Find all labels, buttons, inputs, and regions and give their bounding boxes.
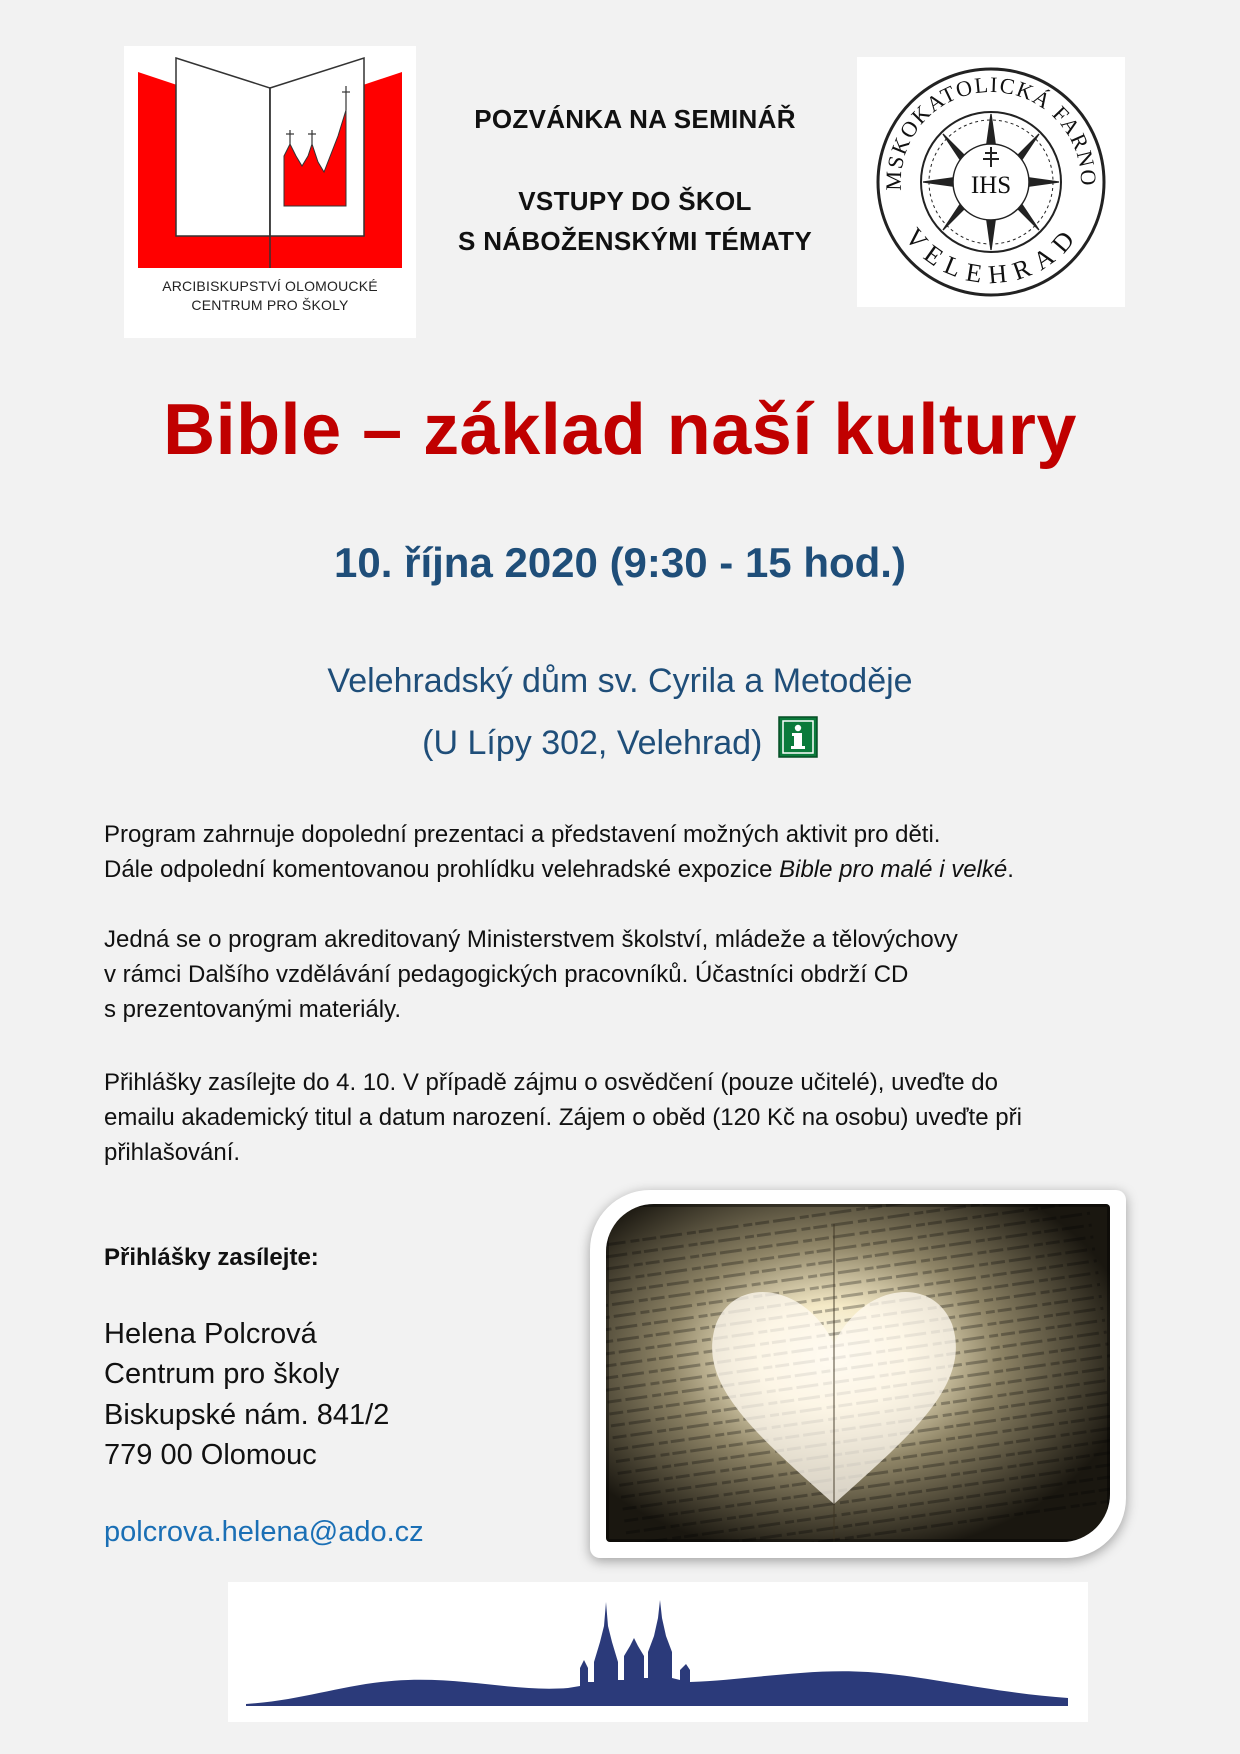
contact-street: Biskupské nám. 841/2 — [104, 1399, 390, 1431]
logo-caption-line2: CENTRUM PRO ŠKOLY — [191, 297, 349, 313]
open-book-church-icon — [124, 46, 416, 276]
olomouc-skyline-icon — [228, 1582, 1088, 1722]
venue-name: Velehradský dům sv. Cyrila a Metoděje — [327, 662, 913, 700]
program-line1: Program zahrnuje dopolední prezentaci a představení možných aktivit pro děti. — [104, 821, 941, 848]
parish-seal-icon — [857, 57, 1125, 307]
accreditation-line2: v rámci Dalšího vzdělávání pedagogických pracovníků. Účastníci obdrží CD — [104, 961, 909, 988]
registration-line3: přihlašování. — [104, 1139, 241, 1166]
contact-heading: Přihlášky zasílejte: — [104, 1244, 319, 1271]
seminar-subtitle-line2: S NÁBOŽENSKÝMI TÉMATY — [458, 226, 812, 256]
registration-line1: Přihlášky zasílejte do 4. 10. V případě zájmu o osvědčení (pouze učitelé), uveďte do — [104, 1069, 998, 1096]
footer-skyline — [228, 1582, 1088, 1722]
bible-heart-photo — [606, 1204, 1110, 1542]
accreditation-line1: Jedná se o program akreditovaný Ministerstvem školství, mládeže a tělovýchovy — [104, 926, 958, 953]
contact-email-link[interactable]: polcrova.helena@ado.cz — [104, 1516, 424, 1548]
program-line2-end: . — [1007, 856, 1014, 883]
exhibition-name: Bible pro malé i velké — [779, 856, 1008, 883]
seal-ring-bottom-text: VELEHRAD — [899, 222, 1083, 290]
page-title: Bible – základ naší kultury — [163, 390, 1077, 470]
registration-paragraph — [104, 1065, 1144, 1170]
registration-line2: emailu akademický titul a datum narození. Zájem o oběd (120 Kč na osobu) uveďte při — [104, 1104, 1022, 1131]
open-bible-image — [606, 1204, 1110, 1542]
contact-name: Helena Polcrová — [104, 1318, 317, 1350]
program-paragraph — [104, 817, 1144, 887]
venue-address: (U Lípy 302, Velehrad) — [422, 724, 763, 762]
seal-ring-top-text: MSKOKATOLICKÁ FARNO — [880, 71, 1102, 191]
accreditation-line3: s prezentovanými materiály. — [104, 996, 401, 1023]
program-line2-text: Dále odpolední komentovanou prohlídku velehradské expozice — [104, 856, 780, 883]
accreditation-paragraph — [104, 922, 1144, 1027]
invite-label: POZVÁNKA NA SEMINÁŘ — [474, 104, 796, 134]
archdiocese-logo — [124, 46, 416, 338]
venue-address-row — [40, 716, 1200, 766]
velehrad-parish-logo — [857, 57, 1125, 307]
photo-frame — [590, 1190, 1126, 1558]
logo-caption-line1: ARCIBISKUPSTVÍ OLOMOUCKÉ — [162, 278, 378, 294]
contact-city: 779 00 Olomouc — [104, 1439, 317, 1471]
seal-center-text: IHS — [970, 172, 1012, 199]
program-line2 — [104, 852, 1144, 887]
seminar-subtitle-line1: VSTUPY DO ŠKOL — [518, 186, 752, 216]
contact-org: Centrum pro školy — [104, 1358, 340, 1390]
event-date: 10. října 2020 (9:30 - 15 hod.) — [334, 539, 906, 586]
info-icon[interactable] — [778, 716, 818, 758]
